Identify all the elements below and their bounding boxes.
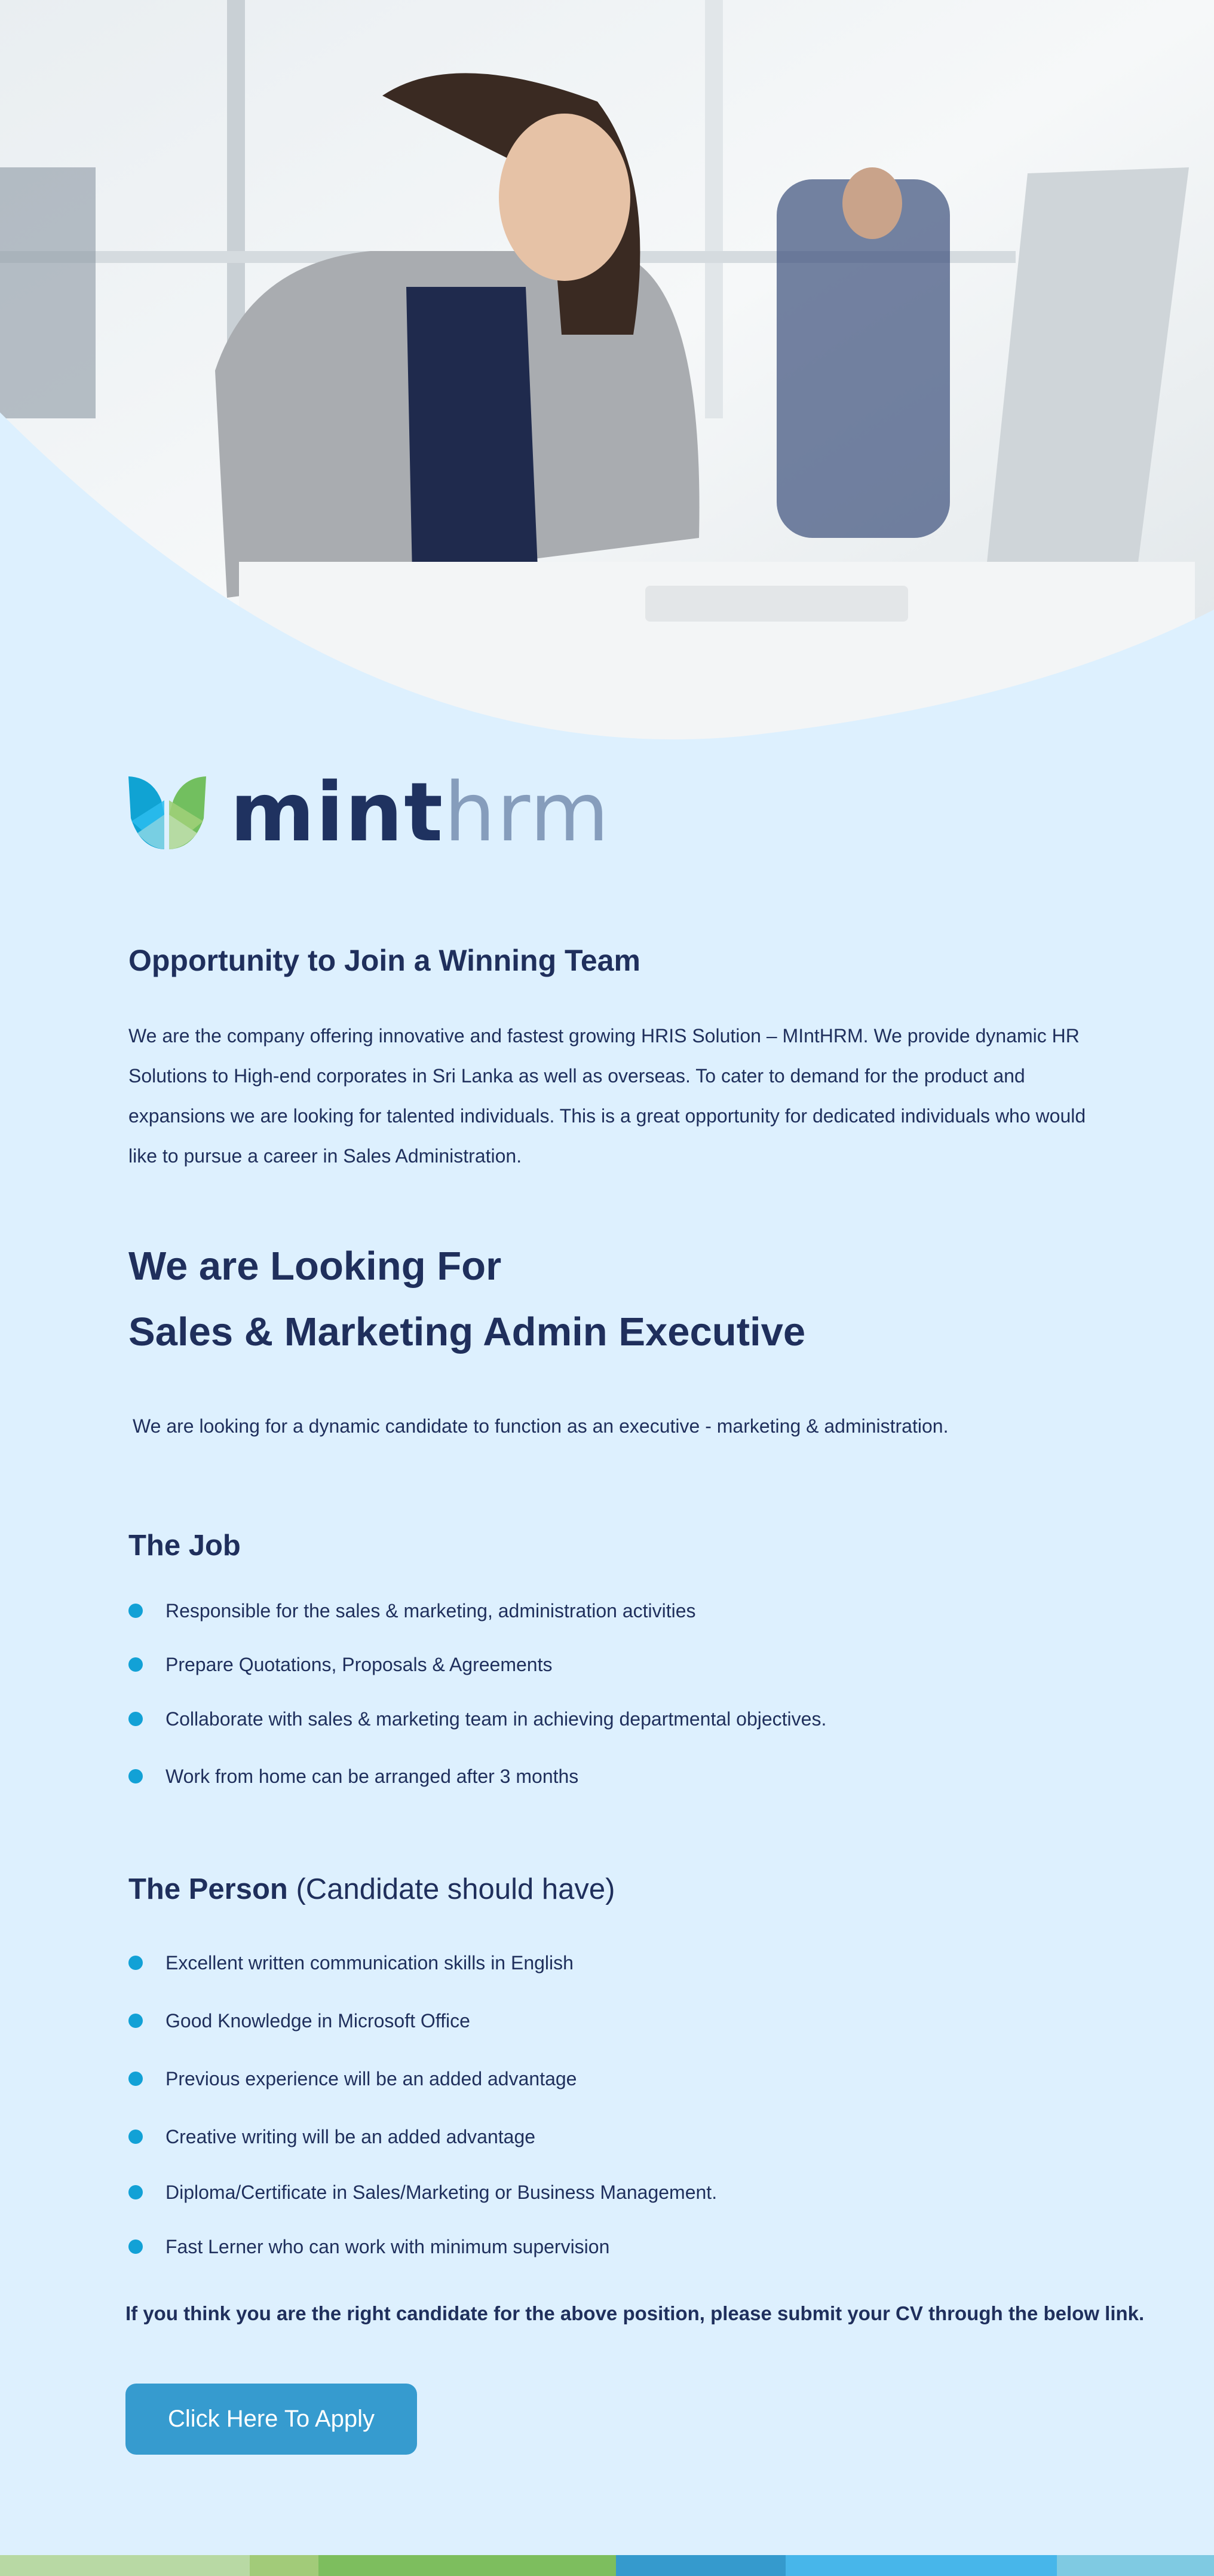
person-list-item [128,2234,609,2260]
person-item-text: Good Knowledge in Microsoft Office [165,2009,470,2032]
bullet-icon [128,1712,143,1726]
person-list-item [128,2124,535,2150]
person-list-item [128,2008,470,2034]
looking-for-heading: We are Looking For [128,1244,502,1289]
position-title: Sales & Marketing Admin Executive [128,1310,806,1354]
logo-mint-text: mint [230,765,444,860]
person-subheading: (Candidate should have) [296,1873,615,1905]
bullet-icon [128,2014,143,2028]
job-list-item [128,1598,696,1624]
bullet-icon [128,1657,143,1672]
minthrm-logo [128,765,611,860]
bullet-icon [128,2130,143,2144]
person-heading-text: The Person [128,1873,288,1905]
person-list-item [128,2179,717,2205]
apply-button[interactable]: Click Here To Apply [125,2384,417,2455]
person-item-text: Creative writing will be an added advantage [165,2125,536,2147]
person-item-text: Diploma/Certificate in Sales/Marketing or Business Management. [165,2181,718,2203]
logo-hrm-text: hrm [444,765,611,860]
job-item-text: Prepare Quotations, Proposals & Agreements [165,1653,553,1675]
job-list-item [128,1651,552,1678]
job-item-text: Collaborate with sales & marketing team in achieving departmental objectives. [165,1708,827,1730]
intro-heading: Opportunity to Join a Winning Team [128,944,640,977]
job-list-item [128,1763,578,1789]
person-list-item [128,1950,574,1976]
person-item-text: Previous experience will be an added advantage [165,2067,577,2089]
bullet-icon [128,1769,143,1783]
hero-photo [0,0,1214,741]
position-summary: We are looking for a dynamic candidate to function as an executive - marketing & administration. [133,1415,949,1437]
bullet-icon [128,1956,143,1970]
footer-color-bar [0,2555,1214,2576]
footer-bar-segment [786,2555,1057,2576]
footer-bar-segment [1057,2555,1214,2576]
cta-text: If you think you are the right candidate for the above position, please submit your CV through the below link. [125,2302,1145,2324]
person-heading [128,1873,615,1906]
footer-bar-segment [616,2555,786,2576]
footer-bar-segment [318,2555,616,2576]
person-list-item [128,2066,577,2092]
bullet-icon [128,2072,143,2086]
person-item-text: Fast Lerner who can work with minimum supervision [165,2235,610,2257]
job-heading: The Job [128,1529,241,1562]
person-item-text: Excellent written communication skills in English [165,1951,574,1974]
job-item-text: Responsible for the sales & marketing, administration activities [165,1599,696,1622]
leaf-logo-icon [128,776,206,849]
footer-bar-segment [250,2555,318,2576]
bullet-icon [128,1604,143,1618]
footer-bar-segment [0,2555,250,2576]
bullet-icon [128,2185,143,2199]
job-list-item [128,1706,826,1732]
intro-paragraph: We are the company offering innovative and fastest growing HRIS Solution – MIntHRM. We provide dynamic HR Solutions to High-end corporates in Sri Lanka as well as overseas. To cater to demand for the product and expansions we are looking for talented individuals. This is a great opportunity for dedicated individuals who would like to pursue a career in Sales Administration. [128,1025,1086,1167]
job-item-text: Work from home can be arranged after 3 months [165,1765,579,1787]
bullet-icon [128,2240,143,2254]
